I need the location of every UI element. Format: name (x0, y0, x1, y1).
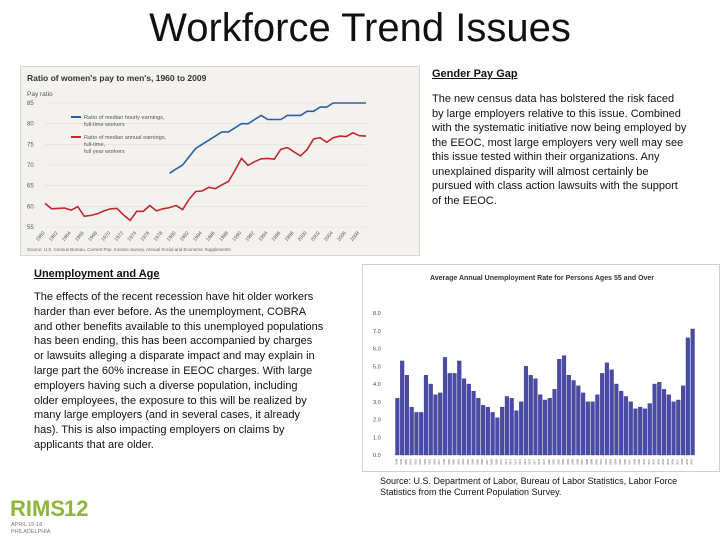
pay-ratio-x-tick: 2006 (336, 230, 348, 243)
pay-ratio-chart-source: Source: U.S. Census Bureau, Current Pop. Income Survey, Annual Social and Economic Supplements (27, 247, 231, 252)
unemployment-x-tick: 2003 (657, 459, 661, 465)
unemployment-x-tick: 1967 (485, 459, 489, 465)
unemployment-x-tick: 2000 (643, 459, 646, 465)
unemployment-x-tick: 2006 (671, 459, 675, 465)
pay-ratio-y-tick: 65 (27, 183, 34, 190)
unemployment-bar (438, 393, 442, 455)
gender-pay-gap-heading: Gender Pay Gap (432, 68, 518, 80)
unemployment-x-tick: 1949 (400, 459, 404, 465)
unemployment-y-tick: 0.0 (373, 453, 381, 459)
unemployment-bar (415, 412, 419, 455)
unemployment-x-tick: 1995 (619, 459, 623, 465)
pay-ratio-x-tick: 1986 (205, 230, 217, 243)
unemployment-y-tick: 8.0 (373, 311, 381, 317)
unemployment-bar (548, 398, 552, 455)
pay-ratio-y-tick: 85 (27, 101, 34, 107)
legend-label: Ratio of median hourly earnings, (84, 115, 165, 121)
unemployment-bar (467, 384, 471, 455)
unemployment-x-tick: 1994 (614, 459, 618, 465)
pay-ratio-x-tick: 1964 (60, 230, 73, 243)
unemployment-x-tick: 1966 (481, 459, 485, 465)
unemployment-x-tick: 1978 (538, 459, 542, 465)
unemployment-bar (491, 412, 495, 455)
unemployment-x-tick: 1957 (438, 459, 442, 465)
unemployment-bar (529, 375, 533, 455)
pay-ratio-y-label: Pay ratio (27, 91, 53, 98)
pay-ratio-x-tick: 2008 (349, 230, 361, 243)
unemployment-x-tick: 1954 (423, 459, 427, 465)
unemployment-bar (557, 359, 561, 455)
unemployment-y-tick: 1.0 (373, 435, 381, 442)
unemployment-x-tick: 2007 (676, 459, 680, 465)
unemployment-x-tick: 1985 (571, 459, 575, 465)
unemployment-bar (610, 370, 614, 455)
unemployment-bar (576, 386, 580, 455)
unemployment-x-tick: 1962 (462, 459, 466, 465)
unemployment-x-tick: 2010 (690, 459, 694, 465)
unemployment-x-tick: 2005 (666, 459, 670, 465)
pay-ratio-x-tick: 1962 (47, 230, 60, 243)
pay-ratio-x-tick: 2004 (323, 230, 335, 243)
unemployment-bar (605, 363, 609, 455)
unemployment-bar (429, 384, 433, 455)
unemployment-x-tick: 1965 (476, 459, 480, 465)
unemployment-chart (362, 264, 720, 472)
unemployment-bar (662, 389, 666, 455)
unemployment-x-tick: 1951 (409, 459, 413, 465)
unemployment-y-tick: 2.0 (373, 417, 381, 424)
unemployment-x-tick: 1956 (433, 459, 437, 465)
unemployment-bar (515, 411, 519, 455)
logo-date: APRIL 15-18 (11, 522, 43, 528)
unemployment-bar (667, 395, 671, 455)
pay-ratio-y-tick: 70 (27, 163, 34, 169)
unemployment-x-tick: 1950 (404, 459, 408, 465)
unemployment-bar (634, 409, 638, 455)
unemployment-age-heading: Unemployment and Age (34, 268, 160, 280)
unemployment-x-tick: 1973 (514, 459, 518, 465)
unemployment-x-tick: 1963 (466, 459, 470, 465)
unemployment-bar (400, 361, 404, 455)
unemployment-y-tick: 4.0 (373, 382, 381, 388)
pay-ratio-x-tick: 1976 (139, 230, 152, 243)
unemployment-x-tick: 1984 (566, 459, 570, 465)
unemployment-bar (567, 375, 571, 455)
unemployment-bar (486, 407, 490, 455)
unemployment-bar (691, 329, 695, 455)
unemployment-x-tick: 2009 (685, 459, 689, 465)
unemployment-bar (562, 356, 566, 455)
unemployment-x-tick: 1961 (457, 459, 461, 465)
logo-number: 12 (64, 496, 89, 521)
pay-ratio-y-tick: 75 (27, 142, 34, 149)
unemployment-x-tick: 1958 (443, 459, 446, 465)
pay-ratio-x-tick: 1966 (74, 230, 86, 243)
unemployment-x-tick: 1952 (414, 459, 418, 465)
pay-ratio-x-tick: 2000 (296, 230, 309, 243)
unemployment-x-tick: 1987 (581, 459, 585, 465)
pay-ratio-x-tick: 1994 (257, 230, 270, 243)
pay-ratio-chart-svg (21, 67, 421, 257)
unemployment-age-text: The effects of the recent recession have hit older workers harder than ever before. As the unemployment, COBRA and other benefits available to this unemployed populations has been ending, this has been accompanied by charges or lawsuits alleging a disparate impact and may explain in large part the 60% increase in EEOC charges. With large employers having such a diverse population, including older employees, the exposure to this will be realized by many large employers (and in several cases, it already has). This is also impacting employers on claims by applicants that are older. (34, 291, 324, 451)
unemployment-bar (553, 389, 557, 455)
unemployment-x-tick: 1988 (585, 459, 589, 465)
logo-city: PHILADELPHIA (11, 529, 51, 535)
unemployment-bar (624, 396, 628, 455)
rims-logo (8, 496, 98, 536)
pay-ratio-x-tick: 1972 (113, 230, 126, 243)
unemployment-x-tick: 1969 (495, 459, 499, 465)
unemployment-bar (672, 402, 676, 455)
pay-ratio-x-tick: 1960 (34, 230, 47, 243)
unemployment-x-tick: 1993 (609, 459, 613, 465)
pay-ratio-x-tick: 1980 (165, 230, 178, 243)
pay-ratio-x-tick: 1992 (244, 230, 257, 243)
unemployment-x-tick: 1953 (419, 459, 423, 465)
unemployment-bar (410, 407, 414, 455)
unemployment-bar (581, 393, 585, 455)
pay-ratio-x-tick: 2002 (309, 230, 322, 243)
unemployment-x-tick: 2002 (652, 459, 656, 465)
unemployment-x-tick: 1998 (633, 459, 637, 465)
unemployment-x-tick: 1977 (533, 459, 537, 465)
unemployment-x-tick: 1959 (447, 459, 451, 465)
hourly-earnings-line (170, 103, 367, 173)
unemployment-bar (534, 379, 538, 455)
unemployment-x-tick: 1981 (552, 459, 556, 465)
unemployment-bar (595, 395, 599, 455)
unemployment-bar (629, 402, 633, 455)
unemployment-x-tick: 1955 (428, 459, 432, 465)
unemployment-bar (643, 409, 647, 455)
unemployment-x-tick: 1970 (500, 459, 504, 465)
unemployment-x-tick: 1989 (590, 459, 594, 465)
unemployment-x-tick: 1975 (523, 459, 527, 465)
unemployment-bar (676, 400, 680, 455)
unemployment-bar (510, 398, 514, 455)
unemployment-bar (543, 400, 547, 455)
unemployment-bar (419, 412, 423, 455)
unemployment-bar (615, 384, 619, 455)
unemployment-bar (443, 357, 447, 455)
pay-ratio-y-tick: 80 (27, 121, 34, 128)
source-note: Source: U.S. Department of Labor, Bureau of Labor Statistics, Labor Force Statistics from the Current Population Survey. (380, 476, 678, 497)
unemployment-bar (686, 338, 690, 455)
pay-ratio-x-tick: 1998 (283, 230, 296, 243)
unemployment-bar (500, 407, 504, 455)
pay-ratio-x-tick: 1982 (178, 230, 191, 243)
unemployment-bar (405, 375, 409, 455)
unemployment-y-tick: 7.0 (373, 328, 381, 335)
unemployment-bar (572, 380, 576, 455)
unemployment-x-tick: 1976 (528, 459, 532, 465)
pay-ratio-x-tick: 1978 (152, 230, 165, 243)
unemployment-bar (591, 402, 595, 455)
pay-ratio-chart (20, 66, 420, 256)
unemployment-bar (538, 395, 542, 455)
unemployment-x-tick: 1968 (490, 459, 494, 465)
unemployment-bar (495, 418, 499, 455)
unemployment-x-tick: 1999 (638, 459, 642, 465)
unemployment-x-tick: 1996 (623, 459, 627, 465)
unemployment-bar (448, 373, 452, 455)
unemployment-x-tick: 1983 (562, 459, 566, 465)
pay-ratio-x-tick: 1984 (192, 230, 204, 243)
unemployment-y-tick: 6.0 (373, 346, 381, 353)
pay-ratio-x-tick: 1974 (126, 230, 139, 243)
unemployment-x-tick: 1972 (509, 459, 513, 465)
unemployment-x-tick: 1979 (543, 459, 546, 465)
unemployment-x-tick: 1964 (471, 459, 475, 465)
pay-ratio-x-tick: 1988 (218, 230, 230, 243)
unemployment-bar (434, 395, 438, 455)
unemployment-y-tick: 5.0 (373, 364, 381, 371)
unemployment-x-tick: 1997 (628, 459, 632, 465)
unemployment-bar (524, 366, 528, 455)
pay-ratio-x-tick: 1970 (100, 230, 113, 243)
unemployment-bar (519, 402, 523, 455)
unemployment-y-tick: 3.0 (373, 399, 381, 406)
pay-ratio-y-tick: 60 (27, 204, 34, 211)
legend-label: Ratio of median annual earnings, (84, 135, 167, 141)
pay-ratio-x-tick: 1990 (231, 230, 244, 243)
logo-text: RIMS (10, 496, 65, 521)
unemployment-x-tick: 2001 (647, 459, 651, 465)
unemployment-x-tick: 1982 (557, 459, 561, 465)
unemployment-bar (424, 375, 428, 455)
pay-ratio-x-tick: 1996 (270, 230, 283, 243)
legend-label: full-time, (84, 142, 106, 148)
pay-ratio-y-tick: 55 (27, 225, 34, 231)
unemployment-x-tick: 1960 (452, 459, 456, 465)
unemployment-bar (453, 373, 457, 455)
unemployment-x-tick: 1980 (547, 459, 551, 465)
legend-label: full-time workers (84, 122, 125, 128)
unemployment-x-tick: 1971 (504, 459, 508, 465)
unemployment-bar (481, 405, 485, 455)
unemployment-bar (653, 384, 657, 455)
unemployment-bar (657, 382, 661, 455)
unemployment-bar (619, 391, 623, 455)
unemployment-x-tick: 1991 (600, 459, 604, 465)
unemployment-x-tick: 1948 (395, 459, 399, 465)
unemployment-x-tick: 1992 (604, 459, 608, 465)
unemployment-bar (638, 407, 642, 455)
unemployment-bar (457, 361, 461, 455)
unemployment-bar (395, 398, 399, 455)
unemployment-bar (586, 402, 590, 455)
unemployment-bar (600, 373, 604, 455)
unemployment-x-tick: 1974 (519, 459, 523, 465)
unemployment-x-tick: 1986 (576, 459, 580, 465)
slide-title: Workforce Trend Issues (149, 6, 571, 50)
unemployment-x-tick: 2004 (662, 459, 666, 465)
unemployment-bar (505, 396, 509, 455)
unemployment-bar (681, 386, 685, 455)
unemployment-bar (476, 398, 480, 455)
unemployment-x-tick: 2008 (681, 459, 685, 465)
unemployment-chart-svg (363, 265, 720, 473)
unemployment-x-tick: 1990 (595, 459, 599, 465)
legend-label: full year workers (84, 149, 125, 155)
gender-pay-gap-text: The new census data has bolstered the risk faced by large employers relative to this issue. Combined with the systematic initiative now being employed by the EEOC, most large employers very well may see this issue tested within their organizations. Any unexplained disparity will almost certainly be pursued with class action lawsuits with the support of the EEOC. (432, 93, 687, 207)
unemployment-bar (462, 379, 466, 455)
pay-ratio-chart-title: Ratio of women's pay to men's, 1960 to 2009 (27, 73, 207, 83)
unemployment-bar (472, 391, 476, 455)
pay-ratio-x-tick: 1968 (87, 230, 99, 243)
unemployment-chart-title: Average Annual Unemployment Rate for Persons Ages 55 and Over (429, 275, 655, 282)
unemployment-bar (648, 404, 652, 455)
